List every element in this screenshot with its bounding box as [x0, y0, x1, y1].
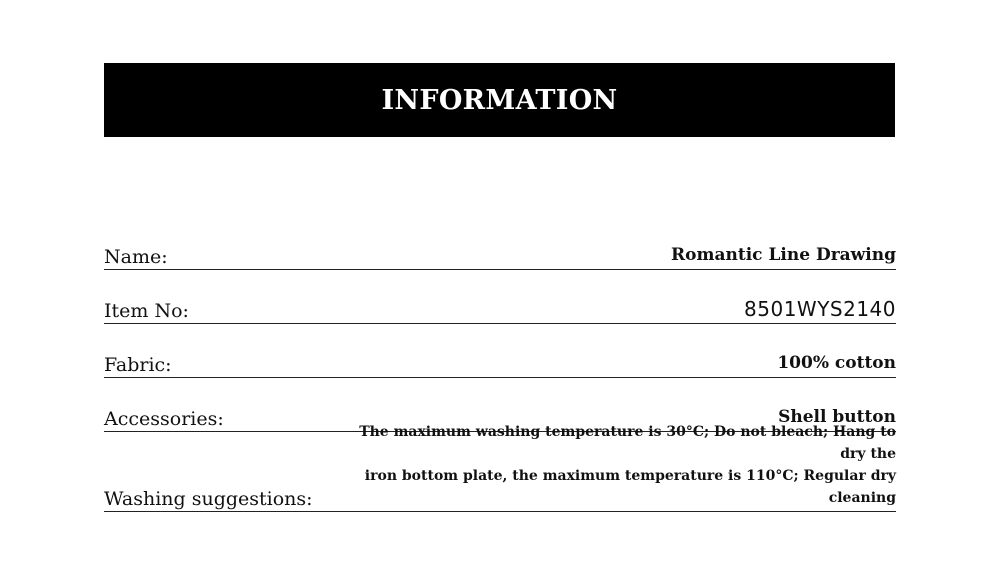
information-header-bar — [104, 63, 895, 137]
washing-suggestions-label: Washing suggestions: — [104, 488, 313, 510]
name-label: Name: — [104, 246, 168, 268]
washing-suggestions-line-1: The maximum washing temperature is 30°C; Do not bleach; Hang to dry the — [359, 424, 896, 462]
washing-suggestions-line-2: iron bottom plate, the maximum temperature is 110°C; Regular dry cleaning — [364, 468, 896, 506]
info-row-fabric — [104, 348, 896, 378]
name-value: Romantic Line Drawing — [671, 245, 896, 265]
page-title: INFORMATION — [381, 84, 618, 116]
fabric-value: 100% cotton — [777, 353, 896, 373]
accessories-value: Shell button — [778, 407, 896, 427]
info-row-name — [104, 240, 896, 270]
info-row-item-no — [104, 294, 896, 324]
info-row-washing-suggestions — [104, 424, 896, 512]
washing-suggestions-value — [336, 421, 896, 511]
accessories-label: Accessories: — [104, 408, 224, 430]
item-no-value: 8501WYS2140 — [744, 297, 896, 321]
fabric-label: Fabric: — [104, 354, 172, 376]
item-no-label: Item No: — [104, 300, 189, 322]
